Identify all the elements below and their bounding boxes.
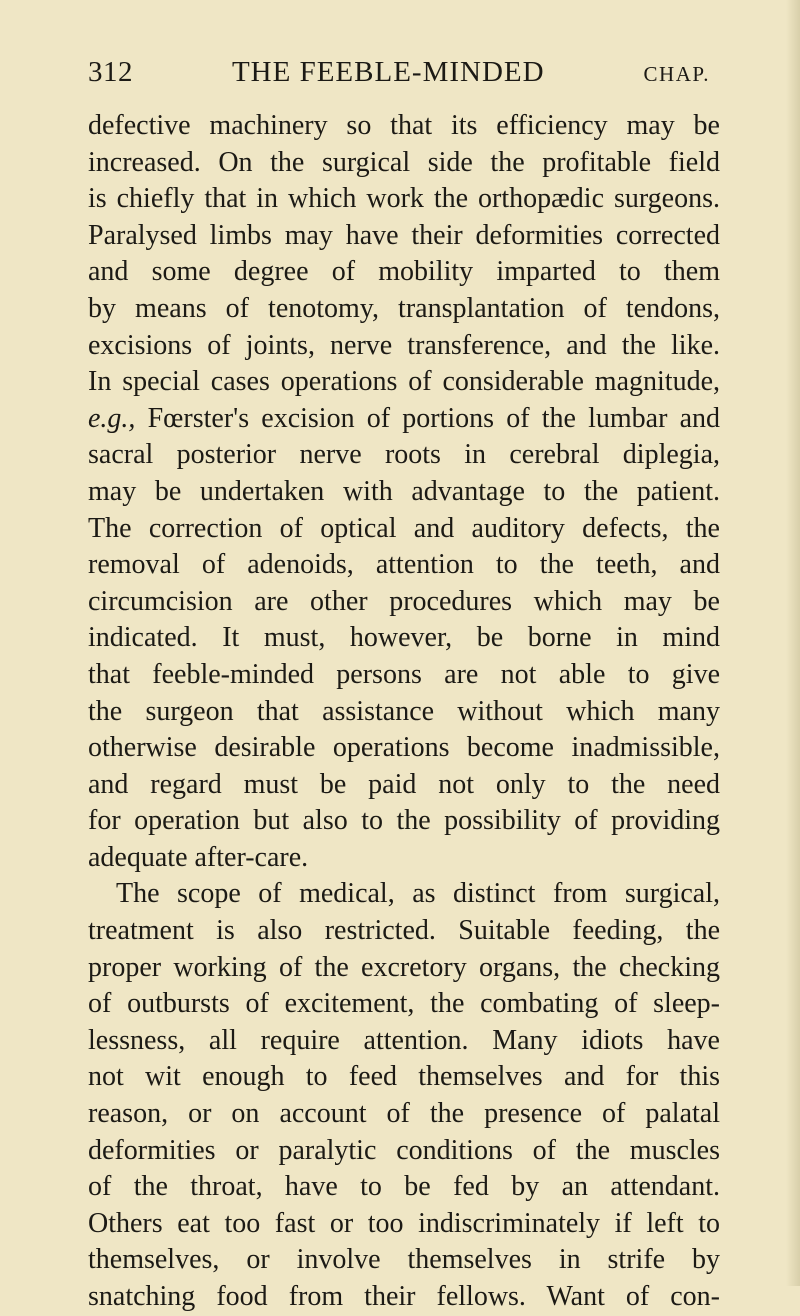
text-line: otherwise desirable operations become inadmissible,: [88, 732, 720, 764]
running-header: [88, 56, 710, 106]
italic-abbreviation: e.g.,: [88, 402, 136, 434]
text-line: deformities or paralytic conditions of the muscles: [88, 1134, 720, 1166]
text-line: In special cases operations of considerable magnitude,: [88, 366, 720, 398]
text-line: not wit enough to feed themselves and for this: [88, 1061, 720, 1093]
text-line: by means of tenotomy, transplantation of tendons,: [88, 292, 720, 324]
text-line: defective machinery so that its efficiency may be: [88, 110, 720, 141]
text-line: themselves, or involve themselves in strife by: [88, 1244, 720, 1276]
text-line: Paralysed limbs may have their deformities corrected: [88, 219, 720, 251]
text-line: lessness, all require attention. Many idiots have: [88, 1024, 720, 1056]
text-line: reason, or on account of the presence of palatal: [88, 1098, 720, 1130]
text-line: [88, 401, 720, 438]
text-line: that feeble-minded persons are not able to give: [88, 658, 720, 690]
text-line: treatment is also restricted. Suitable feeding, the: [88, 915, 720, 947]
text-line: sacral posterior nerve roots in cerebral diplegia,: [88, 439, 720, 471]
text-line: of outbursts of excitement, the combating of sleep-: [88, 988, 720, 1020]
text-line: removal of adenoids, attention to the teeth, and: [88, 549, 720, 581]
text-line: indicated. It must, however, be borne in mind: [88, 622, 720, 654]
text-line: is chiefly that in which work the orthopædic surgeons.: [88, 183, 720, 215]
text-line: proper working of the excretory organs, the checking: [88, 951, 720, 983]
text-line: and some degree of mobility imparted to them: [88, 256, 720, 288]
text-line: of the throat, have to be fed by an attendant.: [88, 1171, 720, 1203]
text-line: snatching food from their fellows. Want of con-: [88, 1281, 720, 1312]
text-line: excisions of joints, nerve transference, and the like.: [88, 329, 720, 361]
paragraph-start-line: The scope of medical, as distinct from surgical,: [116, 878, 720, 910]
running-title: THE FEEBLE-MINDED: [231, 56, 545, 88]
text-line: for operation but also to the possibility of providing: [88, 805, 720, 837]
text-line: Others eat too fast or too indiscriminately if left to: [88, 1207, 720, 1239]
text-line: the surgeon that assistance without which many: [88, 695, 720, 727]
text-line: adequate after-care.: [88, 841, 309, 873]
text-line: circumcision are other procedures which may be: [88, 585, 720, 617]
body-text: [88, 108, 720, 1316]
page-edge: [786, 0, 800, 1286]
text-line: The correction of optical and auditory defects, the: [88, 512, 720, 544]
chapter-abbreviation: CHAP.: [643, 62, 710, 86]
text-line: may be undertaken with advantage to the patient.: [88, 475, 720, 507]
text-line-rest: Fœrster's excision of portions of the lumbar and: [135, 402, 720, 434]
text-line: increased. On the surgical side the profitable field: [88, 146, 720, 178]
text-line: and regard must be paid not only to the need: [88, 768, 720, 800]
page-number: 312: [88, 56, 133, 88]
